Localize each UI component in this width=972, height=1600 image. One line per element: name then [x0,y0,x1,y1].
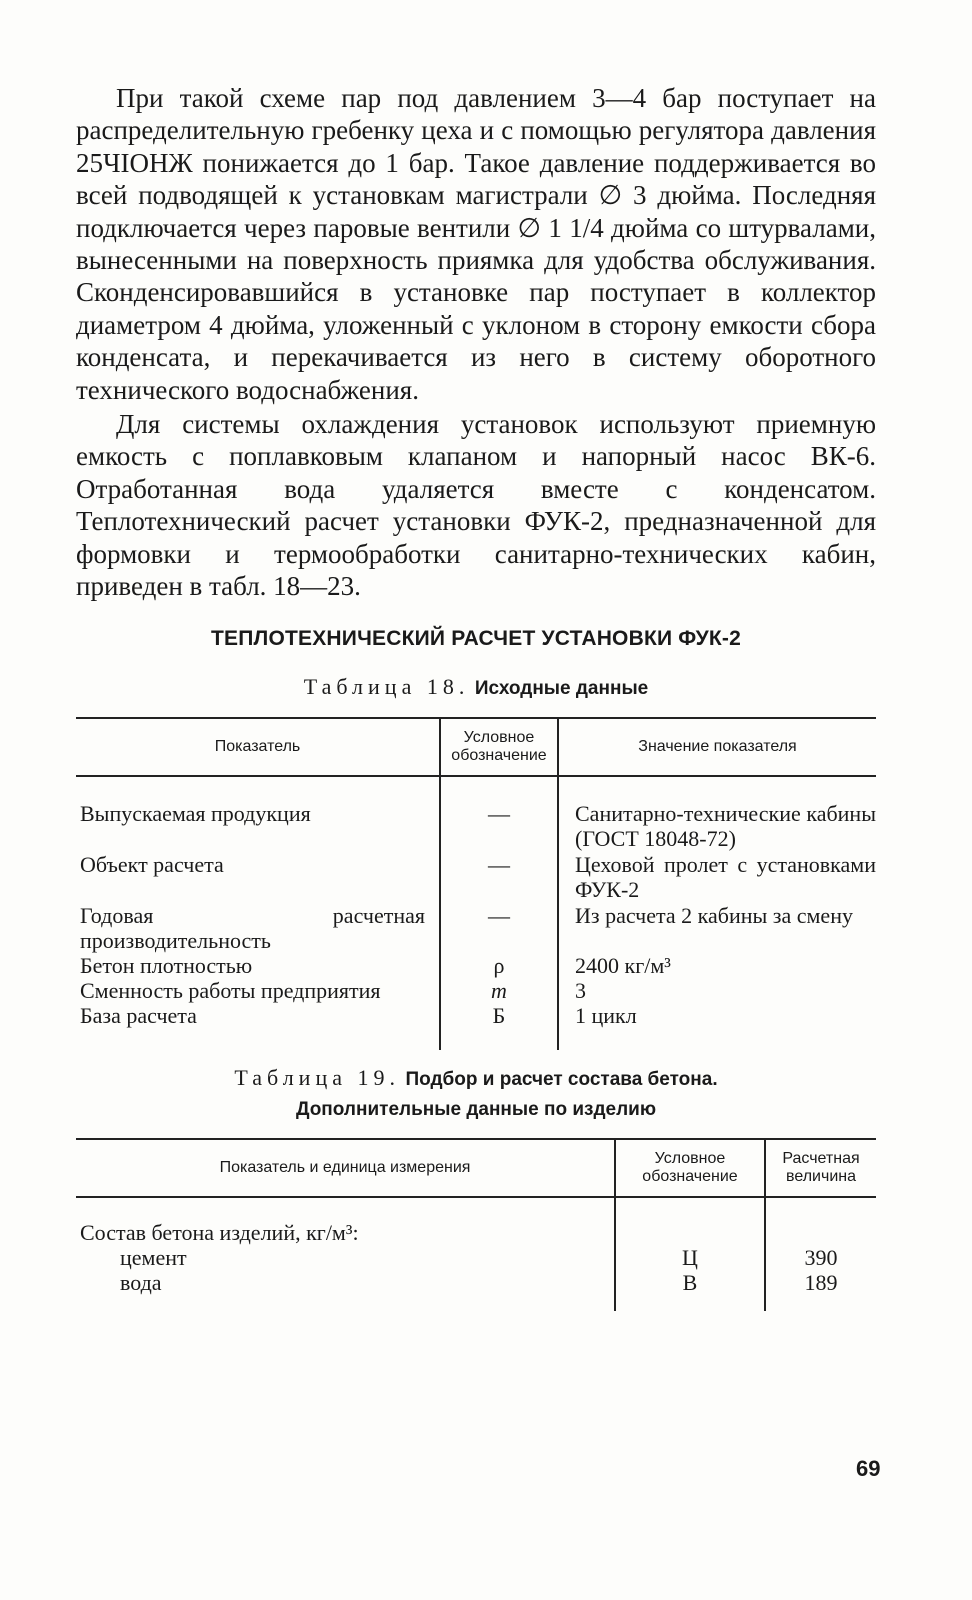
table18-title: Исходные данные [474,677,649,699]
row-symbol: — [440,852,558,903]
row-value: Цеховой пролет с установками ФУК-2 [558,852,876,903]
table-row [76,1245,876,1270]
book-page [76,80,876,1311]
table19-header-value: Расчетная величина [765,1139,876,1197]
table19-caption [76,1064,876,1124]
table-row [76,1270,876,1311]
row-value: 3 [558,978,876,1003]
table-row [76,1197,876,1245]
table-row [76,978,876,1003]
section-title: ТЕПЛОТЕХНИЧЕСКИЙ РАСЧЕТ УСТАНОВКИ ФУК-2 [210,626,741,650]
row-name: База расчета [80,1002,197,1028]
table18-header-row [76,718,876,776]
row-value: 1 цикл [558,1003,876,1050]
table18-header-indicator: Показатель [76,718,440,776]
table19-title-line1: Подбор и расчет состава бетона. [405,1068,718,1090]
table-row [76,852,876,903]
row-symbol: Б [440,1003,558,1050]
row-name: Бетон плотностью [80,952,253,978]
row-name: Сменность работы предприятия [80,977,381,1003]
row-symbol: m [440,978,558,1003]
row-symbol: В [615,1270,765,1311]
page-number: 69 [856,1456,881,1481]
row-name: вода [120,1269,162,1295]
table19-header-row [76,1139,876,1197]
row-name: Выпускаемая продукция [80,800,311,826]
row-symbol: — [440,903,558,953]
table18-caption [76,673,876,703]
row-symbol: Ц [615,1245,765,1270]
row-value: Санитарно-технические кабины (ГОСТ 18048-72) [558,776,876,852]
row-symbol: ρ [440,953,558,978]
row-value: 2400 кг/м³ [558,953,876,978]
paragraph-cooling-system: Для системы охлаждения установок используют приемную емкость с поплавковым клапаном и напорный насос ВК-6. Отработанная вода удаляется вместе с конденсатом. Теплотехнический расчет установки ФУК-2, предназначенной для формовки и термообработки санитарно-технических кабин, приведен в табл. 18—23. [76,409,876,602]
table-19 [76,1138,876,1311]
table-row [76,1003,876,1050]
row-name: цемент [120,1244,187,1270]
paragraph-steam-scheme: При такой схеме пар под давлением 3—4 бар поступает на распределительную гребенку цеха и с помощью регулятора давления 25ЧІОНЖ понижается до 1 бар. Такое давление поддерживается во всей подводящей к установкам магистрали ∅ 3 дюйма. Последняя подключается через паровые вентили ∅ 1 1/4 дюйма со штурвалами, вынесенными на поверхность приямка для удобства обслуживания. Сконденсировавшийся в установке пар поступает в коллектор диаметром 4 дюйма, уложенный с уклоном в сторону емкости сбора конденсата, и перекачивается из него в систему оборотного технического водоснабжения. [76,83,876,405]
table19-header-indicator: Показатель и единица измерения [76,1139,615,1197]
row-value: 390 [765,1245,876,1270]
table18-label: Таблица 18. [303,673,470,699]
table19-header-symbol: Условное обозначение [615,1139,765,1197]
table18-header-value: Значение показателя [558,718,876,776]
table18-header-symbol: Условное обозначение [440,718,558,776]
row-value: Из расчета 2 кабины за смену [558,903,876,953]
row-value: 189 [765,1270,876,1311]
row-name: Годовая расчетная производительность [80,902,425,953]
table-row [76,903,876,953]
row-symbol: — [440,776,558,852]
row-name: Объект расчета [80,851,224,877]
table-row [76,776,876,852]
group-label: Состав бетона изделий, кг/м³: [80,1219,359,1245]
table19-label: Таблица 19. [234,1064,400,1090]
table19-title-line2: Дополнительные данные по изделию [295,1098,657,1120]
table-row [76,953,876,978]
table-18 [76,717,876,1050]
